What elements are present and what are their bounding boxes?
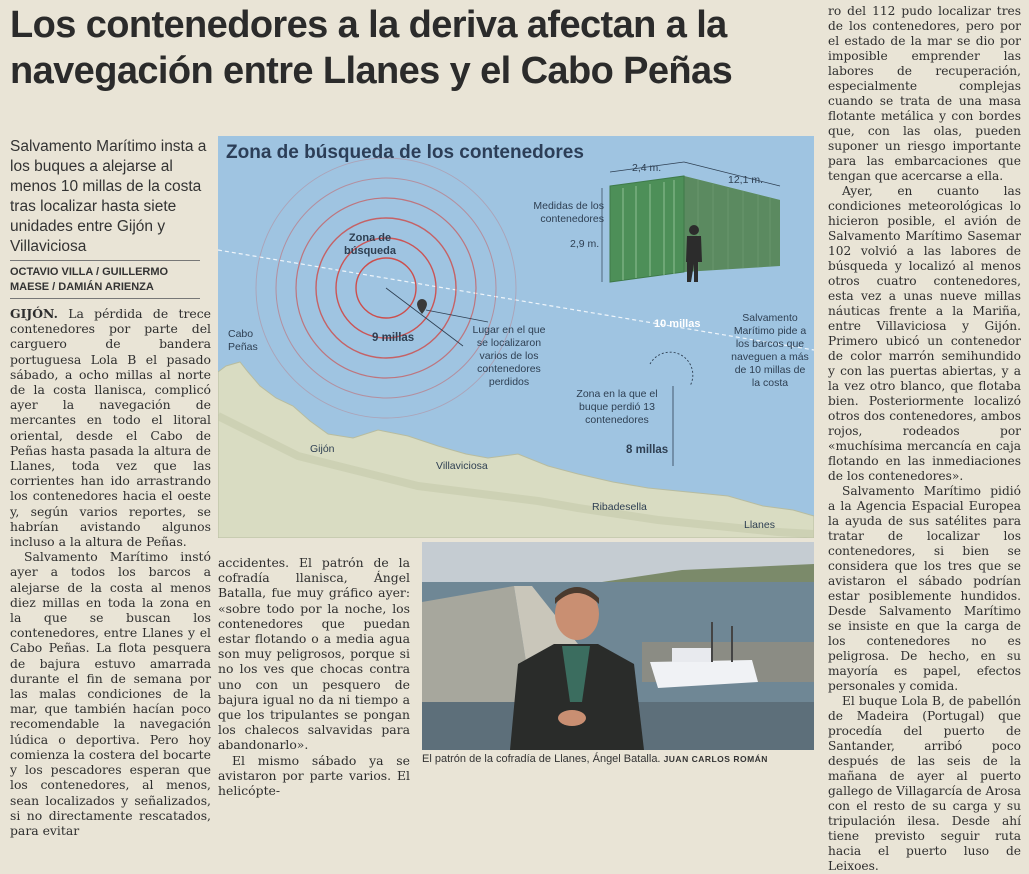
harbor-photo (422, 542, 814, 750)
headline (10, 2, 815, 94)
nine-miles-label: 9 millas (372, 332, 415, 344)
search-zone-map (218, 136, 814, 538)
measures-label: Medidas de los contenedores (533, 200, 604, 225)
photo-credit: JUAN CARLOS ROMÁN (663, 754, 768, 764)
eight-miles-label: 8 millas (626, 444, 669, 456)
advice-label: Salvamento Marítimo pide a los barcos que naveguen a más de 10 millas de la costa (731, 312, 809, 389)
place-ribadesella: Ribadesella (592, 501, 647, 513)
byline-rule-top (10, 260, 200, 261)
byline-rule-bottom (10, 298, 200, 299)
column-1-paragraph-1 (10, 306, 211, 549)
found-location-label: Lugar en el que se localizaron varios de los contenedores perdidos (472, 324, 546, 388)
width-label: 2,4 m. (632, 162, 662, 174)
caption-text: El patrón de la cofradía de Llanes, Ángel Batalla. (422, 753, 661, 765)
photo-illustration (422, 542, 814, 750)
place-villaviciosa: Villaviciosa (436, 460, 488, 472)
article-column-2 (218, 555, 410, 798)
subheadline: Salvamento Marítimo insta a los buques a alejarse al menos 10 millas de la costa tras localizar hasta siete unidades entre Gijón y Villaviciosa (10, 138, 207, 255)
column-2-paragraph-1: accidentes. El patrón de la cofradía llanisca, Ángel Batalla, fue muy gráfico ayer: «sobre todo por la noche, los contenedores que puedan estar flotando o a media agua son muy peligrosos, porque si no los ves que chocas contra uno con un pesquero de bajura igual no da ni tiempo a que los tripulantes se pongan los chalecos salvavidas para abandonarlo». (218, 555, 410, 753)
dateline: GIJÓN. (10, 306, 58, 321)
headline-line-1: Los contenedores a la deriva afectan a la (10, 4, 727, 46)
ten-miles-label: 10 millas (654, 318, 701, 330)
photo-caption (422, 753, 768, 765)
column-1-paragraph-2: Salvamento Marítimo instó ayer a todos los barcos a alejarse de la costa al menos diez millas en toda la zona en la que se buscan los contenedores, entre Llanes y el Cabo Peñas. La flota pesquera de bajura estuvo amarrada durante el fin de semana por las malas condiciones de la mar, que también hacían poco recomendable la navegación lúdica o deportiva. Pero hoy comienza la costera del bocarte y los pescadores esperan que los contenedores, al menos, sean localizados y señalizados, si no directamente rescatados, para evitar (10, 549, 211, 838)
byline: OCTAVIO VILLA / GUILLERMO MAESE / DAMIÁN ARIENZA (10, 266, 169, 293)
loss-zone-arc (650, 352, 693, 386)
place-llanes: Llanes (744, 519, 775, 531)
article-column-3 (828, 4, 1021, 874)
map-title: Zona de búsqueda de los contenedores (226, 142, 584, 163)
column-3-paragraph-2: Ayer, en cuanto las condiciones meteorológicas lo hicieron posible, el avión de Salvamento Marítimo Sasemar 102 volvió a las labores de búsqueda y localizó al menos otros cuatro contenedores, esta vez a unas nueve millas náuticas frente a la Mariña, entre Villaviciosa y Gijón. Primero ubicó un contenedor de color marrón semihundido y con las puertas abiertas, y a la vez otro blanco, que flotaba bien. Posteriormente localizó otros dos contenedores, ambos rojos, rodeados por «muchísima mercancía en caja flotando en las inmediaciones de los contenedores». (828, 184, 1021, 483)
column-3-paragraph-4: El buque Lola B, de pabellón de Madeira (Portugal) que procedía del puerto de Santander, arribó poco después de las seis de la mañana de ayer al puerto gallego de Villagarcía de Arosa con el resto de su carga y su tripulación ilesa. Desde ahí tiene previsto seguir ruta hacia el puerto luso de Leixoes. (828, 694, 1021, 873)
column-3-paragraph-1: ro del 112 pudo localizar tres de los contenedores, pero por el estado de la mar se dio por imposible emprender las labores de recuperación, especialmente complejas cuando se trata de una masa flotante metálica y con bordes que, con las olas, pueden suponer un riesgo importante para las embarcaciones que tengan que acercarse a ella. (828, 4, 1021, 183)
length-label: 12,1 m. (728, 174, 764, 186)
height-label: 2,9 m. (570, 238, 600, 250)
headline-line-2: navegación entre Llanes y el Cabo Peñas (10, 50, 733, 92)
column-3-paragraph-3: Salvamento Marítimo pidió a la Agencia Espacial Europea la ayuda de sus satélites para tratar de localizar los contenedores, si bien se considera que los tres que se avistaron el sábado podrían estar posiblemente hundidos. Desde Salvamento Marítimo se insiste en que la carga de los contenedores no es peligrosa. De hecho, en su mayoría es papel, efectos personales y comida. (828, 484, 1021, 693)
column-2-paragraph-2: El mismo sábado ya se avistaron por parte varios. El helicópte- (218, 752, 410, 799)
article-column-1 (10, 306, 211, 838)
place-gijon: Gijón (310, 443, 335, 455)
loss-zone-label: Zona en la que el buque perdió 13 contenedores (576, 388, 658, 426)
search-zone-label: Zona de búsqueda (344, 232, 396, 257)
place-cabo-penas: Cabo Peñas (228, 328, 258, 353)
column-1-text-1: La pérdida de trece contenedores por parte del carguero de bandera portuguesa Lola B el pasado sábado, a ocho millas al norte de la costa llanisca, complicó ayer la navegación de mercantes en todo el litoral oriental, desde el Cabo de Peñas hasta pasada la altura de Llanes, toda vez que las corrientes han ido arrastrando los contenedores hacia el oeste y, según varios reportes, se habrían avistando algunos incluso a la altura de Peñas. (10, 306, 211, 550)
location-pin (417, 299, 427, 314)
